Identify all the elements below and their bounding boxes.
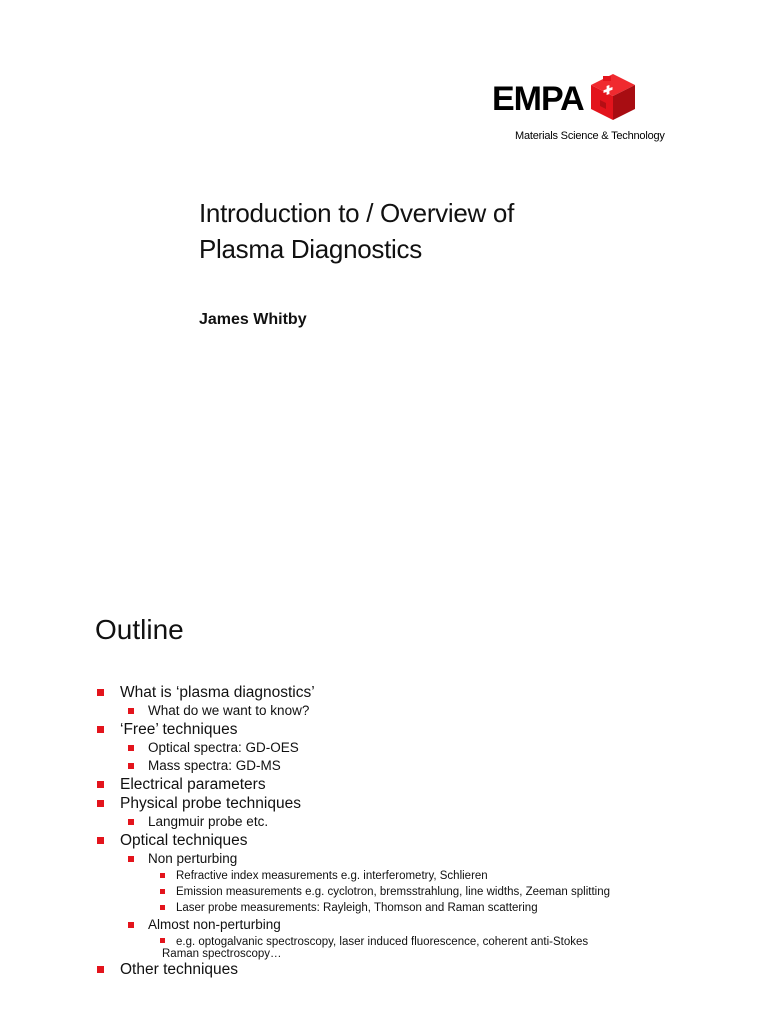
- swiss-cross-cube-icon: [589, 72, 637, 122]
- outline-item-level-1: [95, 720, 735, 739]
- outline-item-level-2: [95, 916, 735, 934]
- outline-item-level-3: [95, 934, 735, 960]
- outline-item-text: Physical probe techniques: [120, 795, 301, 812]
- outline-item-text: What do we want to know?: [148, 703, 310, 718]
- outline-item-level-1: [95, 794, 735, 813]
- outline-item-text: Langmuir probe etc.: [148, 814, 269, 829]
- red-square-bullet-icon: [128, 819, 134, 825]
- red-square-bullet-icon: [97, 689, 104, 696]
- red-square-bullet-icon: [128, 763, 134, 769]
- red-square-bullet-icon: [160, 889, 165, 894]
- title-line-2: Plasma Diagnostics: [199, 234, 422, 264]
- outline-item-text: Electrical parameters: [120, 776, 266, 793]
- outline-item-text: ‘Free’ techniques: [120, 721, 238, 738]
- outline-item-level-3: [95, 900, 735, 916]
- outline-item-text-continuation: Raman spectroscopy…: [162, 948, 282, 960]
- title-line-1: Introduction to / Overview of: [199, 198, 515, 228]
- outline-item-level-1: [95, 775, 735, 794]
- outline-item-text: Optical spectra: GD-OES: [148, 740, 299, 755]
- outline-list: [95, 683, 735, 979]
- red-square-bullet-icon: [128, 708, 134, 714]
- red-square-bullet-icon: [97, 837, 104, 844]
- red-square-bullet-icon: [97, 966, 104, 973]
- outline-item-level-1: [95, 683, 735, 702]
- logo-wordmark: EMPA: [492, 80, 584, 118]
- outline-item-level-2: [95, 757, 735, 775]
- outline-item-level-1: [95, 960, 735, 979]
- outline-item-text: Almost non-perturbing: [148, 917, 281, 932]
- outline-item-level-2: [95, 813, 735, 831]
- red-square-bullet-icon: [128, 856, 134, 862]
- red-square-bullet-icon: [160, 905, 165, 910]
- outline-item-level-2: [95, 702, 735, 720]
- outline-item-text: Refractive index measurements e.g. interferometry, Schlieren: [176, 870, 488, 882]
- author-name: James Whitby: [199, 311, 307, 328]
- outline-item-text: Laser probe measurements: Rayleigh, Thomson and Raman scattering: [176, 902, 538, 914]
- outline-item-level-2: [95, 739, 735, 757]
- red-square-bullet-icon: [97, 726, 104, 733]
- outline-heading: Outline: [95, 614, 184, 645]
- outline-item-level-2: [95, 850, 735, 868]
- outline-item-level-3: [95, 884, 735, 900]
- logo-tagline: Materials Science & Technology: [515, 130, 665, 142]
- outline-item-text: Other techniques: [120, 961, 239, 978]
- outline-item-text: What is ‘plasma diagnostics’: [120, 684, 315, 701]
- slide-title: [199, 195, 514, 267]
- outline-item-level-3: [95, 868, 735, 884]
- red-square-bullet-icon: [97, 781, 104, 788]
- outline-item-text: Emission measurements e.g. cyclotron, bremsstrahlung, line widths, Zeeman splitting: [176, 886, 610, 898]
- outline-item-text: e.g. optogalvanic spectroscopy, laser induced fluorescence, coherent anti-Stokes: [176, 936, 589, 948]
- outline-item-text: Non perturbing: [148, 851, 238, 866]
- red-square-bullet-icon: [128, 745, 134, 751]
- outline-item-text: Optical techniques: [120, 832, 248, 849]
- red-square-bullet-icon: [160, 873, 165, 878]
- outline-item-text: Mass spectra: GD-MS: [148, 758, 281, 773]
- red-square-bullet-icon: [160, 938, 165, 943]
- red-square-bullet-icon: [97, 800, 104, 807]
- red-square-bullet-icon: [128, 922, 134, 928]
- outline-item-level-1: [95, 831, 735, 850]
